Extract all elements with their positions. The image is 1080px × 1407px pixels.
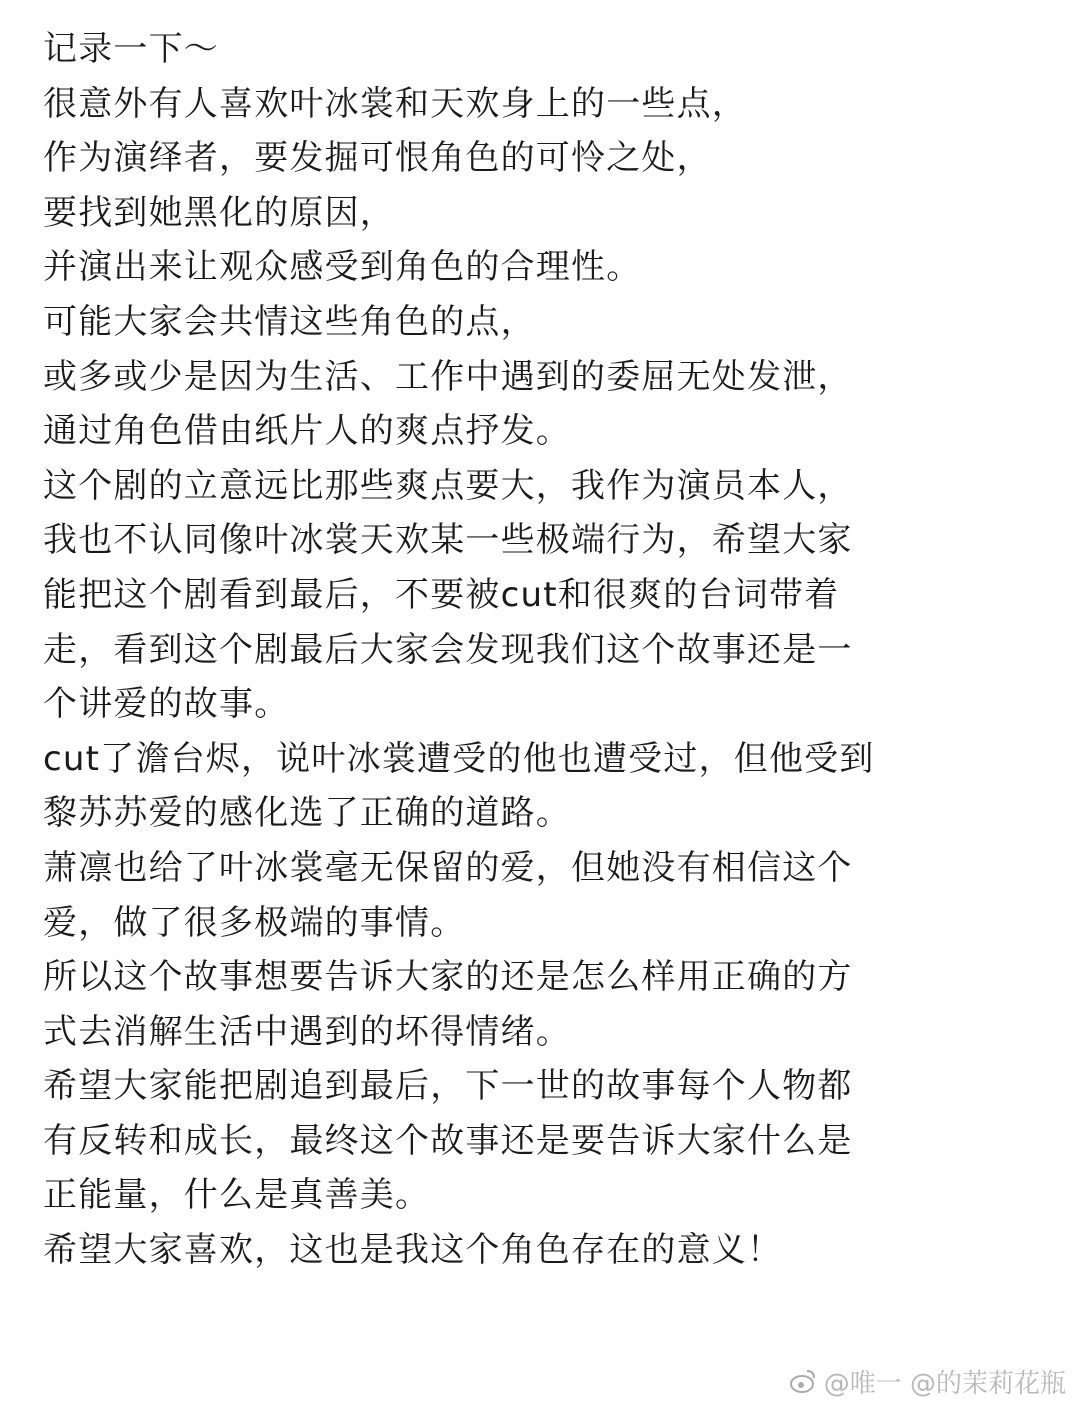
post-line: 通过角色借由纸片人的爽点抒发。 (43, 411, 571, 452)
weibo-watermark (784, 1361, 1070, 1401)
watermark-text: @唯一 @的茉莉花瓶 (823, 1368, 1066, 1399)
post-line: 希望大家喜欢，这也是我这个角色存在的意义！ (43, 1230, 783, 1271)
post-line: 可能大家会共情这些角色的点， (43, 301, 536, 342)
post-line: 式去消解生活中遇到的坏得情绪。 (43, 1011, 571, 1052)
post-line: 能把这个剧看到最后，不要被cut和很爽的台词带着 (43, 574, 840, 615)
post-line: 记录一下～ (43, 29, 219, 69)
post-line: 希望大家能把剧追到最后，下一世的故事每个人物都 (43, 1066, 853, 1107)
post-line: 或多或少是因为生活、工作中遇到的委屈无处发泄， (43, 356, 853, 397)
post-line: 正能量，什么是真善美。 (43, 1175, 431, 1216)
post-line: 有反转和成长，最终这个故事还是要告诉大家什么是 (43, 1120, 853, 1161)
post-line: 这个剧的立意远比那些爽点要大，我作为演员本人， (43, 465, 853, 506)
post-line: 很意外有人喜欢叶冰裳和天欢身上的一些点， (43, 83, 747, 124)
post-line: 我也不认同像叶冰裳天欢某一些极端行为，希望大家 (43, 520, 853, 561)
post-line: 黎苏苏爱的感化选了正确的道路。 (43, 793, 571, 834)
weibo-icon (788, 1366, 818, 1396)
post-line: cut了澹台烬，说叶冰裳遭受的他也遭受过，但他受到 (43, 738, 875, 779)
post-line: 走，看到这个剧最后大家会发现我们这个故事还是一 (43, 629, 853, 670)
post-line: 并演出来让观众感受到角色的合理性。 (43, 247, 642, 288)
post-line: 个讲爱的故事。 (43, 684, 290, 725)
post-line: 作为演绎者，要发掘可恨角色的可怜之处， (43, 138, 712, 179)
post-line: 爱，做了很多极端的事情。 (43, 902, 466, 943)
post-line: 萧凛也给了叶冰裳毫无保留的爱，但她没有相信这个 (43, 847, 853, 888)
post-line: 所以这个故事想要告诉大家的还是怎么样用正确的方 (43, 957, 853, 998)
post-body (43, 22, 1053, 1278)
post-line: 要找到她黑化的原因， (43, 192, 395, 233)
